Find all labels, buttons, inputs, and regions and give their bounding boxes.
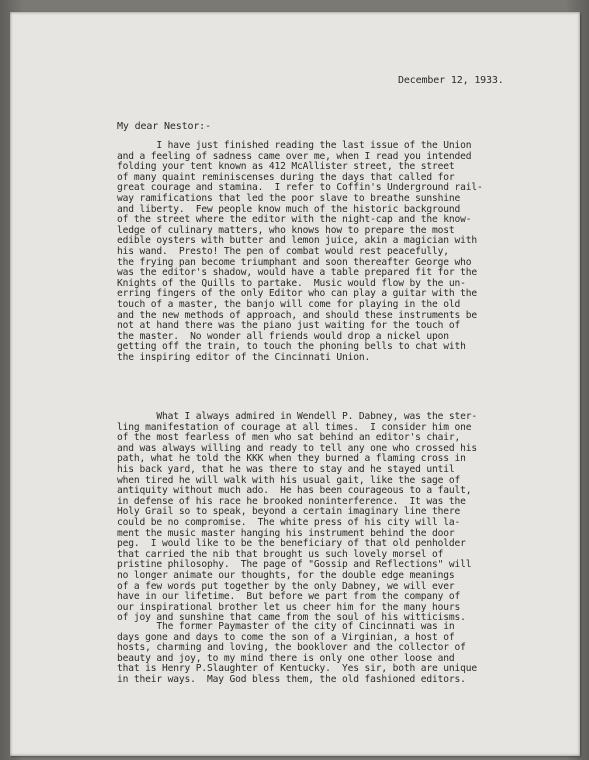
text-line: I have just finished reading the last issue of the Union [117,140,472,151]
text-line: ledge of culinary matters, who knows how to prepare the most [117,224,455,236]
text-line: of the most fearless of men who sat behind an editor's chair, [117,432,461,444]
text-line: and the new methods of approach, and should these instruments be [117,309,478,321]
text-line: pristine philosophy. The page of "Gossip and Reflections" will [117,559,472,571]
text-line: of a few words put together by the only Dabney, we will ever [117,580,455,592]
text-line: could be no compromise. The white press of his city will la- [117,516,461,528]
text-line: What I always admired in Wendell P. Dabney, was the ster- [117,411,478,422]
text-line: Holy Grail so to speak, beyond a certain imaginary line there [117,506,461,518]
text-line: erring fingers of the only Editor who can play a guitar with the [117,288,478,300]
paragraph-3 [117,622,477,686]
text-line: that carried the nib that brought us such lovely morsel of [117,548,444,560]
text-line: our inspirational brother let us cheer him for the many hours [117,601,461,613]
text-line: and a feeling of sadness came over me, when I read you intended [117,150,472,162]
letter-page [10,12,580,756]
text-line: of many quaint reminiscenses during the days that called for [117,171,455,183]
text-line: antiquity without much ado. He has been courageous to a fault, [117,485,472,497]
text-line: edible oysters with butter and lemon juice, akin a magician with [117,235,478,247]
text-line: and was always willing and ready to tell any one who crossed his [117,442,478,454]
text-line: when tired he will walk with his usual gait, like the sage of [117,474,461,486]
paragraph-2 [117,412,477,624]
letter-salutation: My dear Nestor:- [117,121,211,132]
text-line: his wand. Presto! The pen of combat would rest peacefully, [117,245,449,257]
text-line: the inspiring editor of the Cincinnati Union. [117,351,371,363]
text-line: not at hand there was the piano just waiting for the touch of [117,320,461,332]
text-line: beauty and joy, to my mind there is only one other loose and [117,652,455,664]
text-line: path, what he told the KKK when they burned a flaming cross in [117,453,466,465]
text-line: his back yard, that he was there to stay and he stayed until [117,463,455,475]
text-line: great courage and stamina. I refer to Coffin's Underground rail- [117,182,483,194]
text-line: Knights of the Quills to partake. Music would flow by the un- [117,277,466,289]
text-line: The former Paymaster of the city of Cincinnati was in [117,621,455,632]
text-line: and liberty. Few people know much of the historic background [117,203,461,215]
text-line: ment the music master hanging his instrument behind the door [117,527,455,539]
text-line: of the street where the editor with the night-cap and the know- [117,214,472,226]
text-line: days gone and days to come the son of a Virginian, a host of [117,631,455,643]
text-line: peg. I would like to be the beneficiary of that old penholder [117,538,466,550]
letter-date: December 12, 1933. [398,75,504,86]
paragraph-1 [117,141,483,363]
text-line: way ramifications that led the poor slave to breathe sunshine [117,192,461,204]
text-line: the frying pan become triumphant and soon thereafter George who [117,256,472,268]
text-line: hosts, charming and loving, the booklover and the collector of [117,642,466,654]
text-line: no longer animate our thoughts, for the double edge meanings [117,569,455,581]
text-line: in their ways. May God bless them, the old fashioned editors. [117,673,466,685]
text-line: getting off the train, to touch the phoning bells to chat with [117,341,466,353]
text-line: in defense of his race he brooked noninterference. It was the [117,495,466,507]
text-line: folding your tent known as 412 McAllister street, the street [117,161,455,173]
text-line: have in our lifetime. But before we part from the company of [117,591,461,603]
text-line: touch of a master, the banjo will come for playing in the old [117,298,461,310]
text-line: ling manifestation of courage at all times. I consider him one [117,421,472,433]
text-line: the master. No wonder all friends would drop a nickel upon [117,330,449,342]
text-line: that is Henry P.Slaughter of Kentucky. Yes sir, both are unique [117,663,478,675]
text-line: was the editor's shadow, would have a table prepared fit for the [117,267,478,279]
text-line: of joy and sunshine that came from the soul of his witticisms. [117,612,466,624]
